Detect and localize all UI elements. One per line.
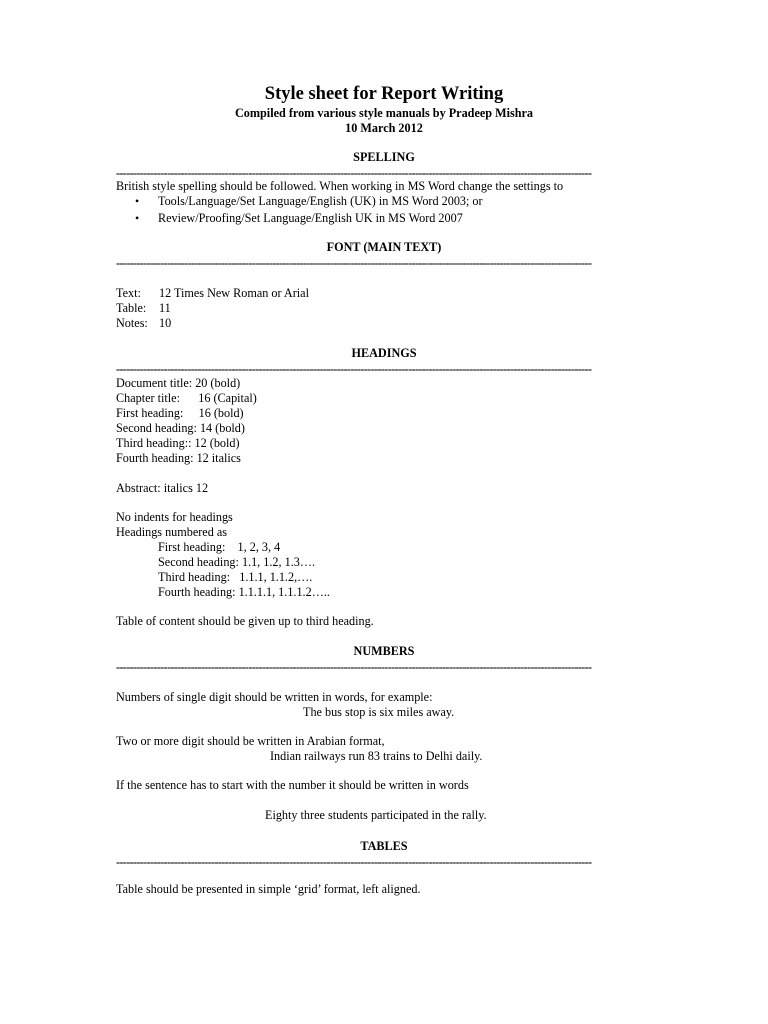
- list-item: Third heading: 1.1.1, 1.1.2,….: [158, 570, 313, 584]
- section-heading-spelling: SPELLING: [353, 150, 415, 164]
- numbers-example-single-digit: The bus stop is six miles away.: [303, 705, 455, 719]
- font-row-label: Notes:: [116, 316, 148, 330]
- section-heading-tables: TABLES: [360, 839, 408, 853]
- list-item: Second heading: 14 (bold): [116, 421, 245, 435]
- numbers-rule-multi-digit: Two or more digit should be written in Arabian format,: [116, 734, 385, 748]
- document-date: 10 March 2012: [345, 121, 423, 135]
- document-subtitle: Compiled from various style manuals by Pradeep Mishra: [234, 106, 534, 120]
- section-divider: --------------------------------------------------------------------------------------------------------------------------------------------: [116, 362, 592, 376]
- section-divider: --------------------------------------------------------------------------------------------------------------------------------------------: [116, 660, 592, 674]
- no-indents-rule: No indents for headings: [116, 510, 233, 524]
- font-row-value: 12 Times New Roman or Arial: [159, 286, 309, 300]
- list-item: Second heading: 1.1, 1.2, 1.3….: [158, 555, 316, 569]
- list-item: Fourth heading: 12 italics: [116, 451, 241, 465]
- list-item: First heading: 16 (bold): [116, 406, 244, 420]
- numbered-as-label: Headings numbered as: [116, 525, 228, 539]
- toc-rule: Table of content should be given up to third heading.: [116, 614, 374, 628]
- bullet-text: Tools/Language/Set Language/English (UK) in MS Word 2003; or: [158, 194, 483, 208]
- section-heading-font: FONT (MAIN TEXT): [326, 240, 442, 254]
- numbers-example-multi-digit: Indian railways run 83 trains to Delhi daily.: [270, 749, 483, 763]
- spelling-intro: British style spelling should be followed. When working in MS Word change the settings to: [116, 179, 564, 193]
- numbers-rule-sentence-start: If the sentence has to start with the number it should be written in words: [116, 778, 469, 792]
- bullet-text: Review/Proofing/Set Language/English UK in MS Word 2007: [158, 211, 463, 225]
- section-divider: --------------------------------------------------------------------------------------------------------------------------------------------: [116, 855, 592, 869]
- numbers-rule-single-digit: Numbers of single digit should be written in words, for example:: [116, 690, 433, 704]
- abstract-rule: Abstract: italics 12: [116, 481, 209, 495]
- list-item: Third heading:: 12 (bold): [116, 436, 240, 450]
- numbers-example-sentence-start: Eighty three students participated in the rally.: [265, 808, 487, 822]
- section-heading-numbers: NUMBERS: [353, 644, 415, 658]
- section-divider: --------------------------------------------------------------------------------------------------------------------------------------------: [116, 166, 592, 180]
- font-row-value: 10: [159, 316, 172, 330]
- list-item: First heading: 1, 2, 3, 4: [158, 540, 281, 554]
- font-row-label: Table:: [116, 301, 147, 315]
- list-item: Fourth heading: 1.1.1.1, 1.1.1.2…..: [158, 585, 330, 599]
- bullet-icon: •: [135, 194, 140, 208]
- list-item: Chapter title: 16 (Capital): [116, 391, 257, 405]
- section-divider: --------------------------------------------------------------------------------------------------------------------------------------------: [116, 256, 592, 270]
- section-heading-headings: HEADINGS: [351, 346, 417, 360]
- font-row-label: Text:: [116, 286, 141, 300]
- list-item: Document title: 20 (bold): [116, 376, 241, 390]
- tables-rule: Table should be presented in simple ‘grid’ format, left aligned.: [116, 882, 421, 896]
- document-title: Style sheet for Report Writing: [264, 84, 504, 104]
- bullet-icon: •: [135, 211, 140, 225]
- font-row-value: 11: [159, 301, 171, 315]
